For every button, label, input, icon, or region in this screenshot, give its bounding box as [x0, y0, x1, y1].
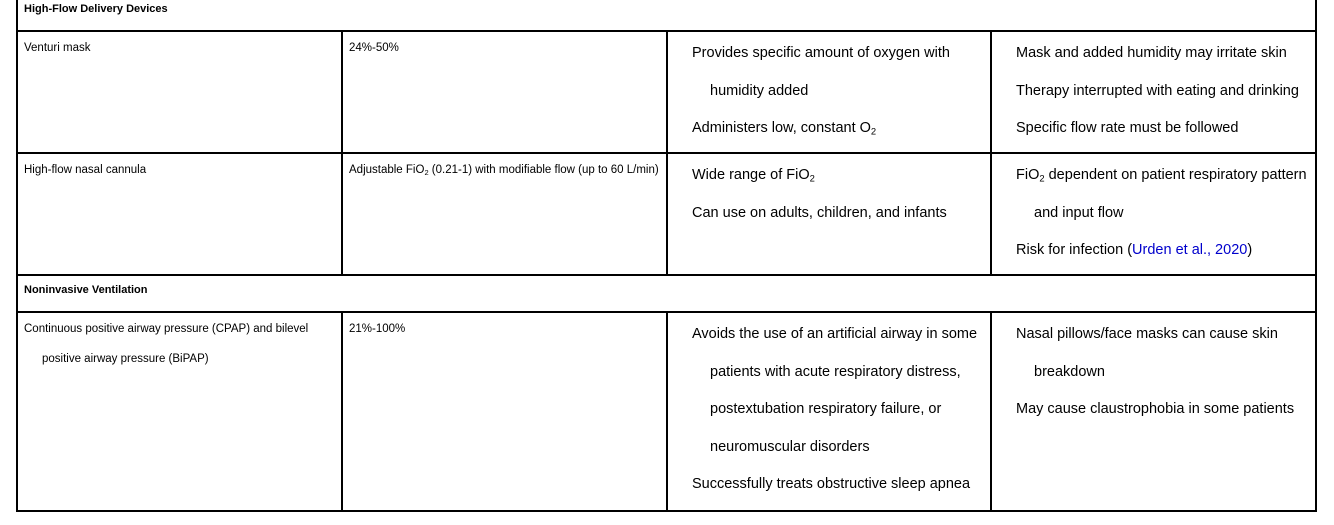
- disadvantage-item: FiO$_2$ dependent on patient respiratory pattern and input flow: [1016, 167, 1307, 221]
- section-heading-noninvasive: Noninvasive Ventilation: [17, 275, 1316, 312]
- table-row: [17, 312, 1316, 511]
- device-name: High-flow nasal cannula: [24, 164, 147, 176]
- fio2-range: Adjustable FiO$_2$ (0.21-1) with modifiable flow (up to 60 L/min): [349, 164, 659, 177]
- section-heading-high-flow: High-Flow Delivery Devices: [17, 0, 1316, 31]
- disadvantage-item: May cause claustrophobia in some patients: [1016, 401, 1295, 417]
- advantage-item: Provides specific amount of oxygen with humidity added: [692, 45, 950, 99]
- advantages-cell: [667, 31, 991, 153]
- device-name: Venturi mask: [24, 42, 91, 54]
- device-cell: [17, 153, 342, 275]
- advantage-item: Successfully treats obstructive sleep apnea: [692, 476, 971, 492]
- disadvantage-item: Nasal pillows/face masks can cause skin breakdown: [1016, 326, 1278, 380]
- section-header-row: [17, 275, 1316, 312]
- table-row: [17, 153, 1316, 275]
- fio2-range-cell: [342, 153, 667, 275]
- disadvantage-item: Specific flow rate must be followed: [1016, 120, 1239, 136]
- disadvantage-item: Mask and added humidity may irritate skin: [1016, 45, 1287, 61]
- fio2-range-cell: [342, 31, 667, 153]
- fio2-range: 21%-100%: [349, 323, 406, 335]
- oxygen-delivery-table: [16, 0, 1317, 512]
- fio2-range: 24%-50%: [349, 42, 399, 54]
- advantages-cell: [667, 312, 991, 511]
- device-cell: [17, 31, 342, 153]
- table-row: [17, 31, 1316, 153]
- device-cell: [17, 312, 342, 511]
- fio2-range-cell: [342, 312, 667, 511]
- disadvantage-item: Risk for infection (Urden et al., 2020): [1016, 242, 1253, 258]
- disadvantages-cell: [991, 312, 1316, 511]
- advantage-item: Can use on adults, children, and infants: [692, 204, 947, 221]
- citation-link[interactable]: Urden et al., 2020: [1132, 242, 1248, 258]
- device-name: Continuous positive airway pressure (CPAP) and bilevel positive airway pressure (BiPAP): [24, 323, 309, 365]
- advantages-cell: [667, 153, 991, 275]
- disadvantages-cell: [991, 153, 1316, 275]
- section-header-row: [17, 0, 1316, 31]
- disadvantage-item: Therapy interrupted with eating and drinking: [1016, 82, 1299, 99]
- advantage-item: Administers low, constant $O_2$: [692, 120, 877, 137]
- disadvantages-cell: [991, 31, 1316, 153]
- advantage-item: Wide range of FiO$_2$: [692, 167, 815, 184]
- advantage-item: Avoids the use of an artificial airway in some patients with acute respiratory distress, postextubation respiratory failure, or neuromuscular disorders: [692, 326, 978, 455]
